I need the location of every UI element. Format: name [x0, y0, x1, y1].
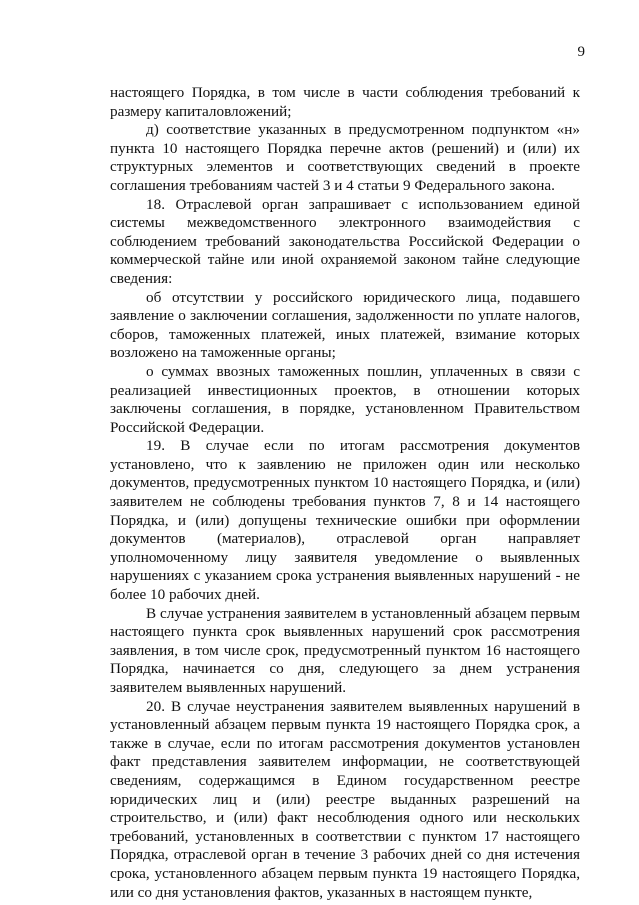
paragraph: об отсутствии у российского юридического лица, подавшего заявление о заключении соглашения, задолженности по уплате налогов, сборов, таможенных платежей, иных платежей, взимание которых возложено на таможенные органы;: [110, 288, 580, 362]
page-number: 9: [577, 44, 585, 60]
paragraph: В случае устранения заявителем в установленный абзацем первым настоящего пункта срок выявленных нарушений срок рассмотрения заявления, в том числе срок, предусмотренный пунктом 16 настоящего Порядка, начинается со дня, следующего за днем устранения заявителем выявленных нарушений.: [110, 604, 580, 696]
paragraph: д) соответствие указанных в предусмотренном подпунктом «н» пункта 10 настоящего Порядка перечне актов (решений) и (или) их структурных элементов и соответствующих сведений в проекте соглашения требованиям частей 3 и 4 статьи 9 Федерального закона.: [110, 121, 580, 194]
paragraph: 20. В случае неустранения заявителем выявленных нарушений в установленный абзацем первым пункта 19 настоящего Порядка срок, а также в случае, если по итогам рассмотрения документов установлен факт представления заявителем информации, не соответствующей сведениям, содержащимся в Едином государственном реестре юридических лиц и (или) реестре выданных разрешений на строительство, и (или) факт несоблюдения одного или нескольких требований, установленных в соответствии с пунктом 17 настоящего Порядка, отраслевой орган в течение 3 рабочих дней со дня истечения срока, установленного абзацем первым пункта 19 настоящего Порядка, или со дня установления фактов, указанных в настоящем пункте,: [110, 697, 580, 901]
paragraph: настоящего Порядка, в том числе в части соблюдения требований к размеру капиталовложений;: [110, 84, 580, 120]
paragraph: о суммах ввозных таможенных пошлин, уплаченных в связи с реализацией инвестиционных проектов, в отношении которых заключены соглашения, в порядке, установленном Правительством Российской Федерации.: [110, 362, 580, 436]
paragraph: 19. В случае если по итогам рассмотрения документов установлено, что к заявлению не приложен один или несколько документов, предусмотренных пунктом 10 настоящего Порядка, и (или) заявителем не соблюдены требования пунктов 7, 8 и 14 настоящего Порядка, и (или) допущены технические ошибки при оформлении документов (материалов), отраслевой орган направляет уполномоченному лицу заявителя уведомление о выявленных нарушениях с указанием срока устранения выявленных нарушений - не более 10 рабочих дней.: [110, 437, 580, 604]
paragraph: 18. Отраслевой орган запрашивает с использованием единой системы межведомственного электронного взаимодействия с соблюдением требований законодательства Российской Федерации о коммерческой тайне или иной охраняемой законом тайне следующие сведения:: [110, 195, 580, 287]
document-body: [110, 84, 580, 902]
